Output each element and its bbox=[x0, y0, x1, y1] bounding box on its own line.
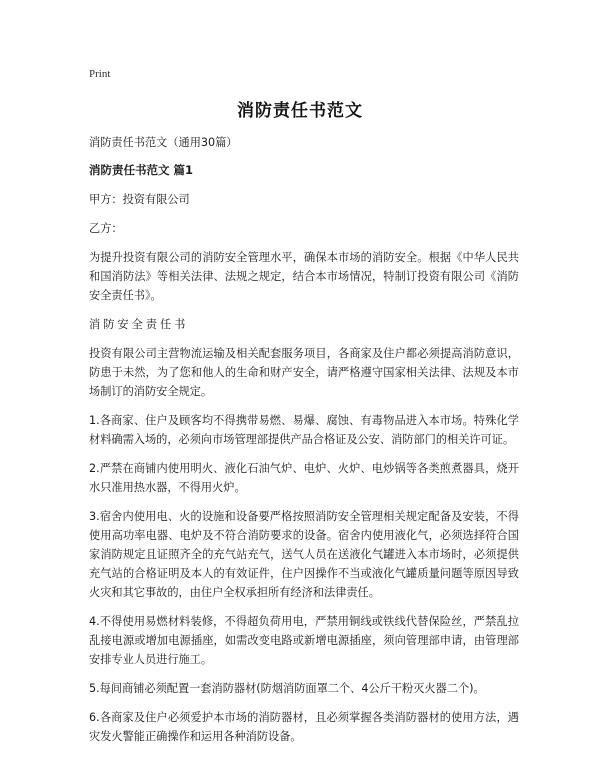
rule-item: 3.宿舍内使用电、火的设施和设备要严格按照消防安全管理相关规定配备及安装，不得使用高功率电器、电炉及不符合消防要求的设备。宿舍内使用液化气，必须选择符合国家消防规定且证照齐全的充气站充气，送气人员在送液化气罐进入本市场时，必须提供充气站的合格证明及本人的有效证件，住户因操作不当或液化气罐质量问题等原因导致火灾和其它事故的，由住户全权承担所有经济和法律责任。 bbox=[89, 510, 519, 599]
section-heading: 消防责任书范文 篇1 bbox=[89, 163, 194, 177]
party-b-line: 乙方： bbox=[89, 222, 123, 235]
document-subtitle: 消防责任书范文（通用30篇） bbox=[89, 136, 238, 149]
rule-item: 6.各商家及住户必须爱护本市场的消防器材，且必须掌握各类消防器材的使用方法，遇灾发火警能正确操作和运用各种消防设备。 bbox=[89, 711, 519, 743]
company-paragraph: 投资有限公司主营物流运输及相关配套服务项目，各商家及住户都必须提高消防意识，防患于未然，为了您和他人的生命和财产安全，请严格遵守国家相关法律、法规及本市场制订的消防安全规定。 bbox=[89, 347, 519, 398]
document-title: 消防责任书范文 bbox=[237, 101, 363, 121]
document-body bbox=[89, 133, 519, 756]
rule-item: 1.各商家、住户及顾客均不得携带易燃、易爆、腐蚀、有毒物品进入本市场。特殊化学材料确需入场的，必须向市场管理部提供产品合格证及公安、消防部门的相关许可证。 bbox=[89, 414, 519, 446]
rule-item: 4.不得使用易燃材料装修，不得超负荷用电，严禁用铜线或铁线代替保险丝，严禁乱拉乱接电源或增加电源插座，如需改变电路或新增电源插座，须向管理部申请，由管理部安排专业人员进行施工。 bbox=[89, 615, 519, 666]
print-label: Print bbox=[89, 68, 111, 80]
party-a-line: 甲方：投资有限公司 bbox=[89, 193, 190, 206]
rule-item: 5.每间商铺必须配置一套消防器材(防烟消防面罩二个、4公斤干粉灭火器二个)。 bbox=[89, 682, 485, 695]
intro-paragraph: 为提升投资有限公司的消防安全管理水平，确保本市场的消防安全。根据《中华人民共和国消防法》等相关法律、法规之规定，结合本市场情况，特制订投资有限公司《消防安全责任书》。 bbox=[89, 251, 519, 302]
responsibility-heading: 消防安全责任书 bbox=[89, 318, 189, 331]
rule-item: 2.严禁在商铺内使用明火、液化石油气炉、电炉、火炉、电炒锅等各类煎煮器具，烧开水只准用热水器，不得用火炉。 bbox=[89, 462, 519, 494]
